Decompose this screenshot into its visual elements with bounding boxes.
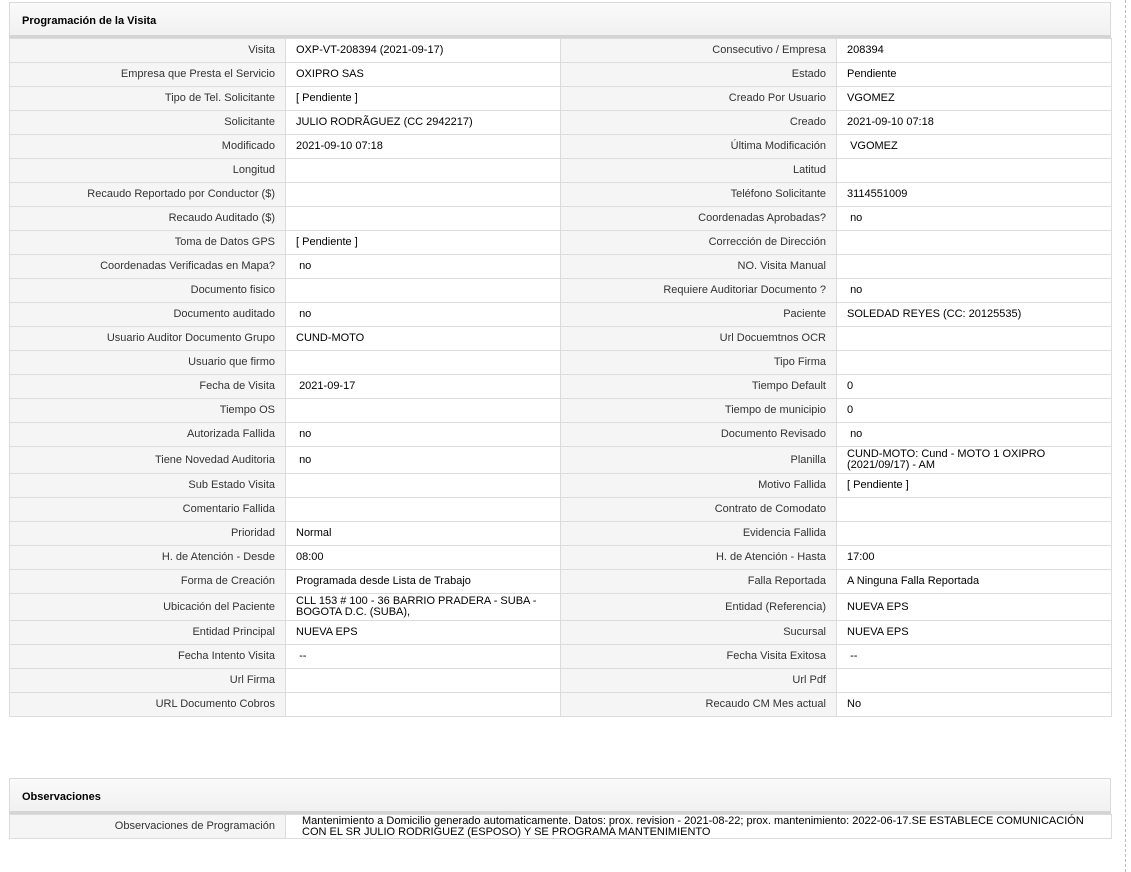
table-row xyxy=(10,111,1112,135)
field-label: Contrato de Comodato xyxy=(561,498,837,522)
field-value xyxy=(837,231,1112,255)
table-row xyxy=(10,498,1112,522)
table-row xyxy=(10,207,1112,231)
table-row xyxy=(10,474,1112,498)
field-label: Tiempo de municipio xyxy=(561,399,837,423)
field-value xyxy=(837,669,1112,693)
field-label: Recaudo CM Mes actual xyxy=(561,693,837,717)
field-label: Creado Por Usuario xyxy=(561,87,837,111)
field-value: 08:00 xyxy=(286,546,561,570)
field-label: Entidad Principal xyxy=(10,621,286,645)
field-value: Normal xyxy=(286,522,561,546)
field-label: Coordenadas Verificadas en Mapa? xyxy=(10,255,286,279)
table-row xyxy=(10,159,1112,183)
field-label: Coordenadas Aprobadas? xyxy=(561,207,837,231)
field-value: no xyxy=(286,447,561,474)
field-value xyxy=(286,399,561,423)
field-value: 17:00 xyxy=(837,546,1112,570)
field-label: Planilla xyxy=(561,447,837,474)
table-row xyxy=(10,255,1112,279)
field-label: Documento Revisado xyxy=(561,423,837,447)
field-value: NUEVA EPS xyxy=(837,621,1112,645)
field-label: Usuario que firmo xyxy=(10,351,286,375)
field-value: NUEVA EPS xyxy=(837,594,1112,621)
table-row xyxy=(10,375,1112,399)
field-value: VGOMEZ xyxy=(837,135,1112,159)
field-label: Recaudo Reportado por Conductor ($) xyxy=(10,183,286,207)
field-value: CLL 153 # 100 - 36 BARRIO PRADERA - SUBA - BOGOTA D.C. (SUBA), xyxy=(286,594,561,621)
field-label: Tipo Firma xyxy=(561,351,837,375)
table-row xyxy=(10,447,1112,474)
field-value xyxy=(286,183,561,207)
field-label: Tipo de Tel. Solicitante xyxy=(10,87,286,111)
field-label: Longitud xyxy=(10,159,286,183)
field-value: 208394 xyxy=(837,39,1112,63)
field-label: H. de Atención - Desde xyxy=(10,546,286,570)
field-value: 2021-09-10 07:18 xyxy=(837,111,1112,135)
table-row xyxy=(10,135,1112,159)
field-value: No xyxy=(837,693,1112,717)
field-label: Paciente xyxy=(561,303,837,327)
observations-header: Observaciones xyxy=(9,778,1111,814)
observations-label: Observaciones de Programación xyxy=(10,815,286,839)
field-label: Url Docuemtnos OCR xyxy=(561,327,837,351)
field-label: Estado xyxy=(561,63,837,87)
field-value: [ Pendiente ] xyxy=(286,231,561,255)
field-label: Autorizada Fallida xyxy=(10,423,286,447)
field-label: Visita xyxy=(10,39,286,63)
table-row xyxy=(10,279,1112,303)
field-label: Url Pdf xyxy=(561,669,837,693)
field-value: 3114551009 xyxy=(837,183,1112,207)
field-value: OXP-VT-208394 (2021-09-17) xyxy=(286,39,561,63)
field-value: no xyxy=(837,279,1112,303)
field-value: Pendiente xyxy=(837,63,1112,87)
field-label: Comentario Fallida xyxy=(10,498,286,522)
field-value: -- xyxy=(837,645,1112,669)
table-row xyxy=(10,546,1112,570)
field-label: Consecutivo / Empresa xyxy=(561,39,837,63)
field-value xyxy=(837,522,1112,546)
field-label: Teléfono Solicitante xyxy=(561,183,837,207)
table-row xyxy=(10,570,1112,594)
table-row xyxy=(10,522,1112,546)
table-row xyxy=(10,645,1112,669)
observations-value: Mantenimiento a Domicilio generado automaticamente. Datos: prox. revision - 2021-08-22; prox. mantenimiento: 2022-06-17.SE ESTABLECE COMUNICACIÓN CON EL SR JULIO RODRIGUEZ (ESPOSO) Y SE PROGRAMA MANTENIMIENTO xyxy=(286,815,1112,839)
field-label: NO. Visita Manual xyxy=(561,255,837,279)
field-value: [ Pendiente ] xyxy=(837,474,1112,498)
table-row xyxy=(10,63,1112,87)
table-row xyxy=(10,327,1112,351)
field-value: A Ninguna Falla Reportada xyxy=(837,570,1112,594)
observations-panel xyxy=(9,778,1111,839)
table-row xyxy=(10,594,1112,621)
table-row xyxy=(10,87,1112,111)
field-value: no xyxy=(837,207,1112,231)
field-value: SOLEDAD REYES (CC: 20125535) xyxy=(837,303,1112,327)
field-value: no xyxy=(286,423,561,447)
visit-details-table xyxy=(9,38,1112,717)
field-label: Tiempo OS xyxy=(10,399,286,423)
field-label: Forma de Creación xyxy=(10,570,286,594)
field-label: Sub Estado Visita xyxy=(10,474,286,498)
field-value xyxy=(286,351,561,375)
field-label: Última Modificación xyxy=(561,135,837,159)
field-label: Ubicación del Paciente xyxy=(10,594,286,621)
field-value xyxy=(286,279,561,303)
field-value: [ Pendiente ] xyxy=(286,87,561,111)
field-value: 2021-09-10 07:18 xyxy=(286,135,561,159)
field-label: Url Firma xyxy=(10,669,286,693)
table-row xyxy=(10,39,1112,63)
field-label: Tiempo Default xyxy=(561,375,837,399)
field-value xyxy=(837,255,1112,279)
field-label: Evidencia Fallida xyxy=(561,522,837,546)
table-row xyxy=(10,669,1112,693)
field-label: Entidad (Referencia) xyxy=(561,594,837,621)
field-value: CUND-MOTO xyxy=(286,327,561,351)
field-value: 0 xyxy=(837,375,1112,399)
table-row xyxy=(10,693,1112,717)
field-label: Requiere Auditoriar Documento ? xyxy=(561,279,837,303)
field-value xyxy=(837,498,1112,522)
page-edge-divider xyxy=(1125,0,1126,872)
field-label: Fecha Visita Exitosa xyxy=(561,645,837,669)
field-value: OXIPRO SAS xyxy=(286,63,561,87)
field-label: Empresa que Presta el Servicio xyxy=(10,63,286,87)
field-value xyxy=(286,669,561,693)
field-label: Creado xyxy=(561,111,837,135)
field-label: H. de Atención - Hasta xyxy=(561,546,837,570)
field-label: Motivo Fallida xyxy=(561,474,837,498)
field-value xyxy=(286,498,561,522)
table-row xyxy=(10,183,1112,207)
field-label: Tiene Novedad Auditoria xyxy=(10,447,286,474)
field-value xyxy=(286,207,561,231)
field-label: Sucursal xyxy=(561,621,837,645)
table-row xyxy=(10,399,1112,423)
field-value: VGOMEZ xyxy=(837,87,1112,111)
field-value: no xyxy=(286,255,561,279)
field-value xyxy=(286,474,561,498)
observations-table xyxy=(9,814,1112,839)
field-value: 0 xyxy=(837,399,1112,423)
field-label: Usuario Auditor Documento Grupo xyxy=(10,327,286,351)
field-label: Recaudo Auditado ($) xyxy=(10,207,286,231)
field-value: Programada desde Lista de Trabajo xyxy=(286,570,561,594)
field-value: CUND-MOTO: Cund - MOTO 1 OXIPRO (2021/09/17) - AM xyxy=(837,447,1112,474)
field-label: Falla Reportada xyxy=(561,570,837,594)
field-value: no xyxy=(837,423,1112,447)
field-value: no xyxy=(286,303,561,327)
field-label: URL Documento Cobros xyxy=(10,693,286,717)
field-label: Solicitante xyxy=(10,111,286,135)
table-row xyxy=(10,351,1112,375)
field-label: Toma de Datos GPS xyxy=(10,231,286,255)
field-label: Corrección de Dirección xyxy=(561,231,837,255)
table-row xyxy=(10,423,1112,447)
field-value: NUEVA EPS xyxy=(286,621,561,645)
field-value xyxy=(286,693,561,717)
table-row xyxy=(10,231,1112,255)
field-label: Fecha de Visita xyxy=(10,375,286,399)
field-value xyxy=(837,351,1112,375)
field-label: Documento fisico xyxy=(10,279,286,303)
field-label: Prioridad xyxy=(10,522,286,546)
observations-row xyxy=(10,815,1112,839)
field-label: Latitud xyxy=(561,159,837,183)
field-value: -- xyxy=(286,645,561,669)
field-value: 2021-09-17 xyxy=(286,375,561,399)
field-label: Modificado xyxy=(10,135,286,159)
field-label: Documento auditado xyxy=(10,303,286,327)
field-value xyxy=(837,159,1112,183)
field-label: Fecha Intento Visita xyxy=(10,645,286,669)
table-row xyxy=(10,621,1112,645)
field-value xyxy=(286,159,561,183)
field-value: JULIO RODRÃGUEZ (CC 2942217) xyxy=(286,111,561,135)
visit-schedule-header: Programación de la Visita xyxy=(9,2,1111,38)
visit-schedule-panel xyxy=(9,2,1111,717)
field-value xyxy=(837,327,1112,351)
table-row xyxy=(10,303,1112,327)
